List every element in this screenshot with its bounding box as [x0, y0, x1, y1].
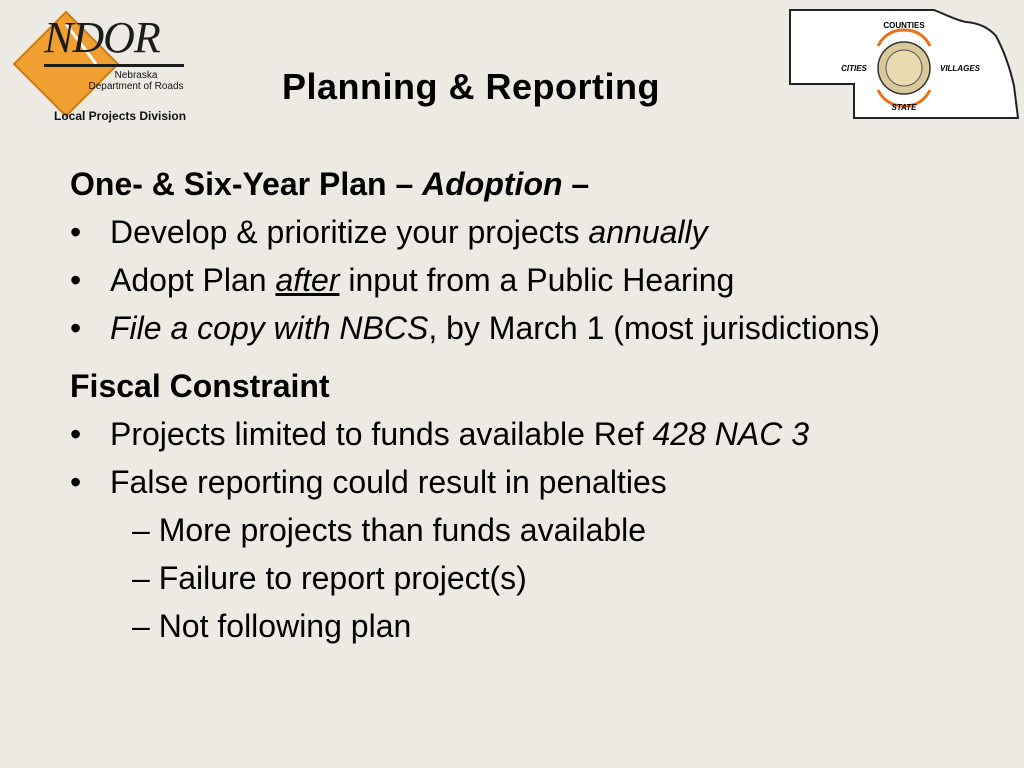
logo-subtitle — [76, 70, 196, 92]
map-label-cities: CITIES — [841, 64, 867, 73]
bullet-item: • Adopt Plan after input from a Public Hearing — [70, 262, 735, 298]
logo-rule — [44, 64, 184, 67]
sub-bullet-item: – Failure to report project(s) — [132, 560, 527, 596]
section1-heading: One- & Six-Year Plan – Adoption – — [70, 166, 590, 202]
page-title: Planning & Reporting — [282, 66, 660, 107]
bullet-item: • Projects limited to funds available Ref 428 NAC 3 — [70, 416, 810, 452]
section2-heading: Fiscal Constraint — [70, 368, 330, 404]
slide-content — [70, 160, 1000, 650]
sub-bullet-item: – Not following plan — [132, 608, 412, 644]
logo-subtitle-line1: Nebraska — [114, 70, 158, 81]
bullet-item: • Develop & prioritize your projects annually — [70, 214, 708, 250]
sub-bullet-item: – More projects than funds available — [132, 512, 647, 548]
nebraska-map-graphic — [784, 6, 1020, 124]
logo-division: Local Projects Division — [54, 109, 187, 123]
bullet-item: • False reporting could result in penalties — [70, 464, 667, 500]
ndor-logo — [6, 4, 226, 124]
logo-subtitle-line2: Department of Roads — [88, 81, 184, 92]
map-label-counties: COUNTIES — [883, 21, 925, 30]
map-label-state: STATE — [891, 103, 917, 112]
logo-text: NDOR — [44, 13, 160, 62]
map-label-villages: VILLAGES — [939, 64, 981, 73]
bullet-item: • File a copy with NBCS, by March 1 (most jurisdictions) — [70, 310, 880, 346]
